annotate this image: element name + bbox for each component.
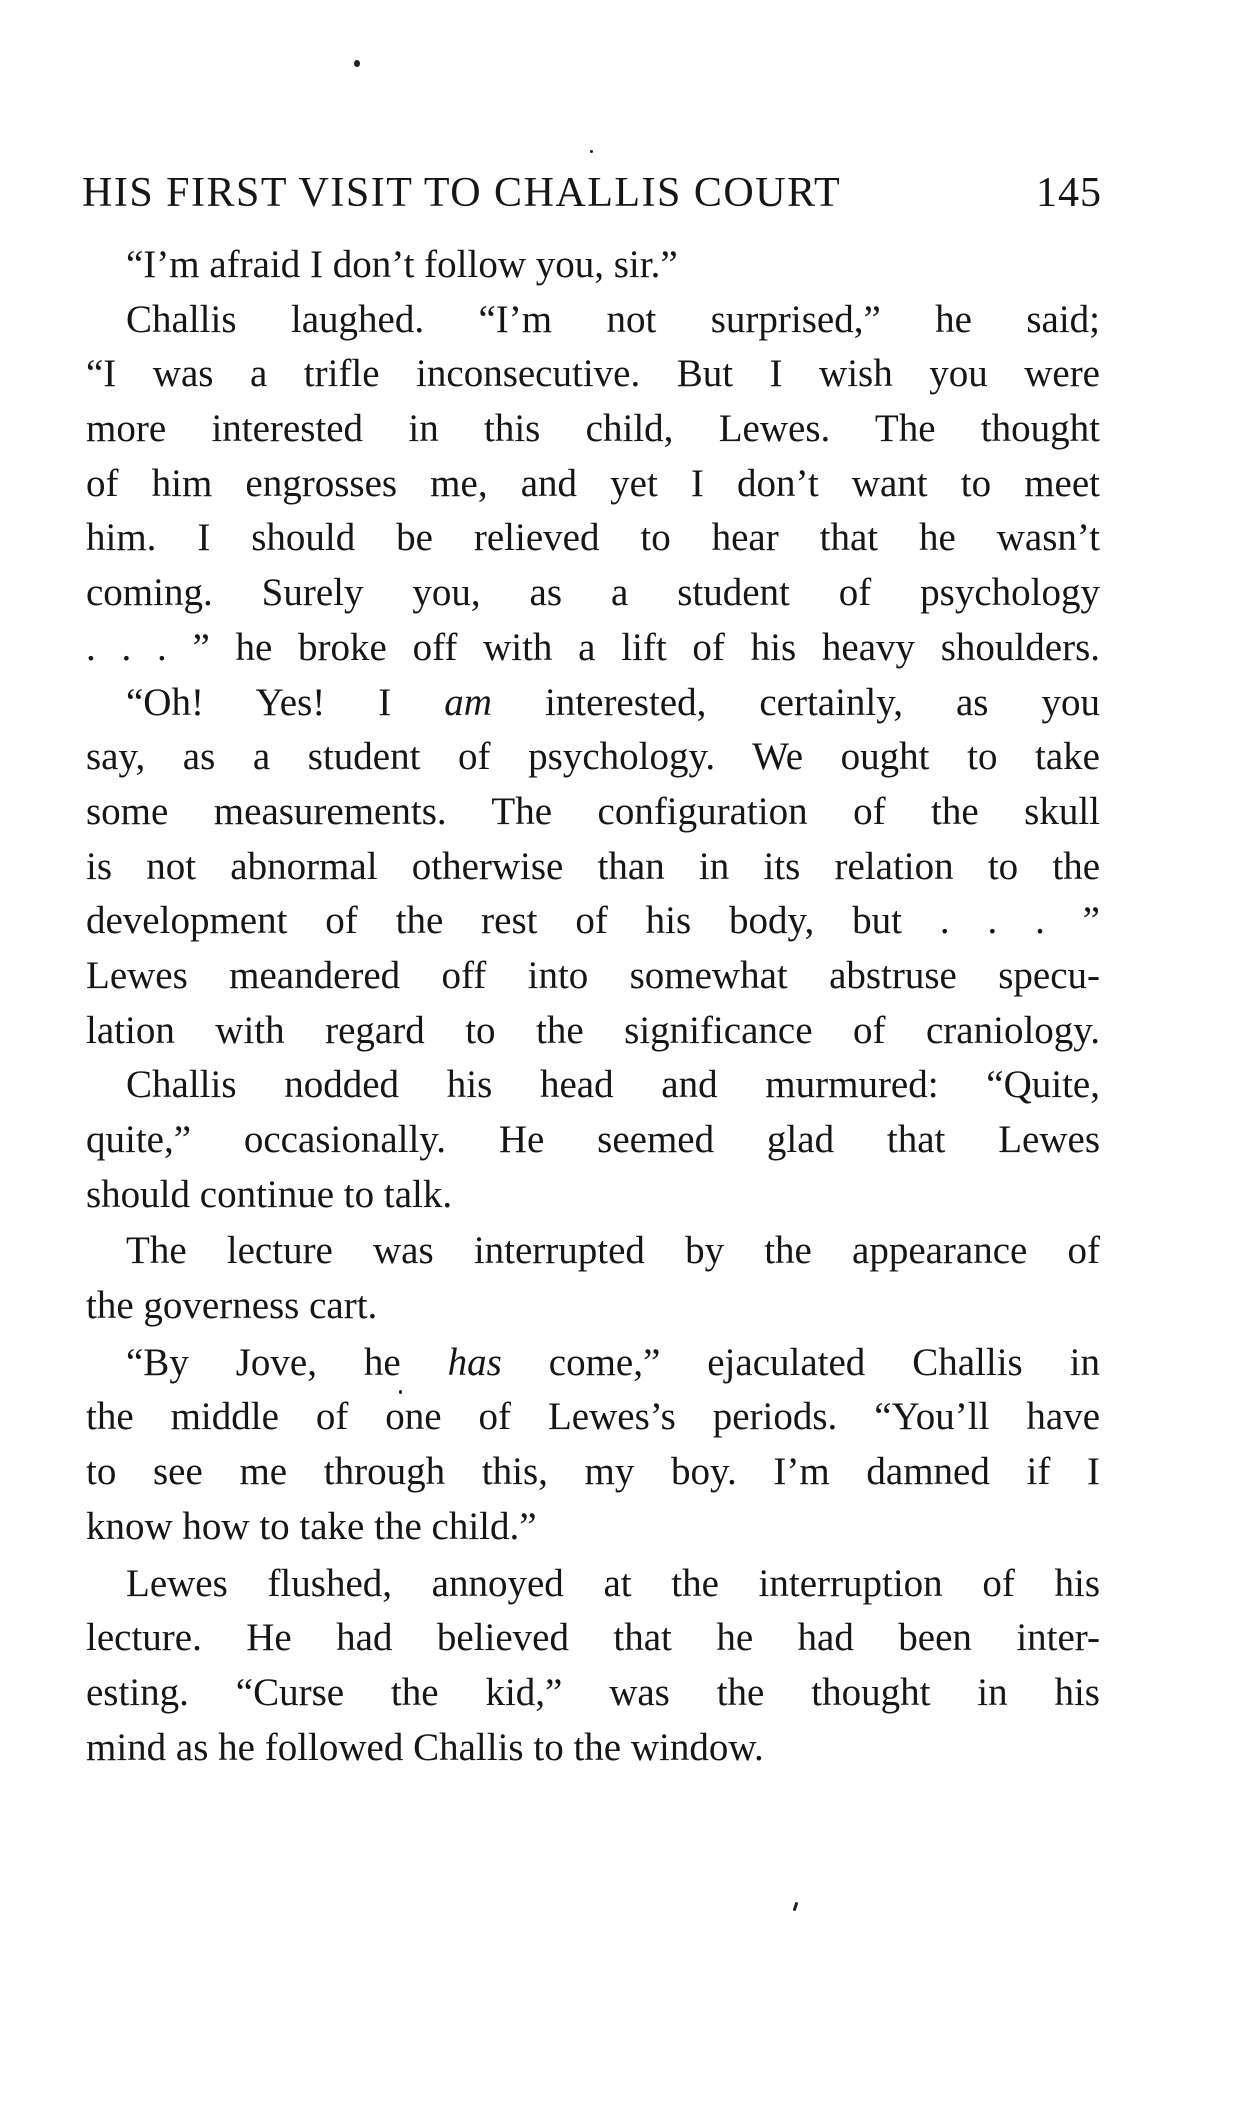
text-line: “Oh! Yes! I am interested, certainly, as you — [126, 680, 1100, 724]
running-title: HIS FIRST VISIT TO CHALLIS COURT — [82, 170, 842, 216]
paragraph — [86, 1336, 1100, 1555]
text-line: say, as a student of psychology. We ought to take — [86, 735, 1100, 779]
paragraph — [86, 1224, 1100, 1333]
body-text — [86, 238, 1100, 1775]
text-line: should continue to talk. — [86, 1172, 453, 1216]
paragraph — [86, 1058, 1100, 1222]
text-line: more interested in this child, Lewes. The thought — [86, 407, 1100, 451]
text-line: “I’m afraid I don’t follow you, sir.” — [126, 243, 678, 286]
text-line: know how to take the child.” — [86, 1504, 537, 1548]
text-line: lation with regard to the significance of craniology. — [86, 1008, 1100, 1052]
print-speck — [590, 150, 593, 153]
text-line: Challis laughed. “I’m not surprised,” he said; — [126, 297, 1100, 341]
print-speck — [793, 1902, 799, 1911]
text-line: “By Jove, he has come,” ejaculated Challis in — [126, 1340, 1100, 1384]
text-line: development of the rest of his body, but . . . ” — [86, 899, 1100, 943]
print-speck — [354, 60, 360, 67]
text-line: the middle of one of Lewes’s periods. “You’ll have — [86, 1395, 1100, 1439]
text-line: coming. Surely you, as a student of psychology — [86, 571, 1100, 615]
text-line: him. I should be relieved to hear that he wasn’t — [86, 516, 1100, 560]
italic-word: am — [444, 680, 492, 724]
paragraph — [86, 293, 1100, 676]
text-line: The lecture was interrupted by the appearance of — [126, 1229, 1100, 1273]
text-line: mind as he followed Challis to the window. — [86, 1725, 764, 1769]
text-line: is not abnormal otherwise than in its relation to the — [86, 844, 1100, 888]
text-line: “I was a trifle inconsecutive. But I wish you were — [86, 352, 1100, 396]
page-number: 145 — [1036, 170, 1102, 216]
running-head — [82, 168, 1102, 218]
text-line: Lewes meandered off into somewhat abstruse specu- — [86, 953, 1100, 997]
text-line: of him engrosses me, and yet I don’t want to meet — [86, 461, 1100, 505]
text-line: lecture. He had believed that he had been inter- — [86, 1616, 1100, 1660]
text-line: some measurements. The configuration of the skull — [86, 789, 1100, 833]
italic-word: has — [447, 1340, 502, 1384]
paragraph — [86, 676, 1100, 1059]
text-line: esting. “Curse the kid,” was the thought in his — [86, 1670, 1100, 1714]
text-line: Lewes flushed, annoyed at the interruption of his — [126, 1561, 1100, 1605]
text-line: to see me through this, my boy. I’m damned if I — [86, 1450, 1100, 1494]
text-line: . . . ” he broke off with a lift of his heavy shoulders. — [86, 625, 1100, 669]
paragraph — [86, 238, 1100, 293]
paragraph — [86, 1557, 1100, 1776]
text-line: Challis nodded his head and murmured: “Quite, — [126, 1063, 1100, 1107]
text-line: quite,” occasionally. He seemed glad that Lewes — [86, 1118, 1100, 1161]
text-line: the governess cart. — [86, 1284, 378, 1328]
